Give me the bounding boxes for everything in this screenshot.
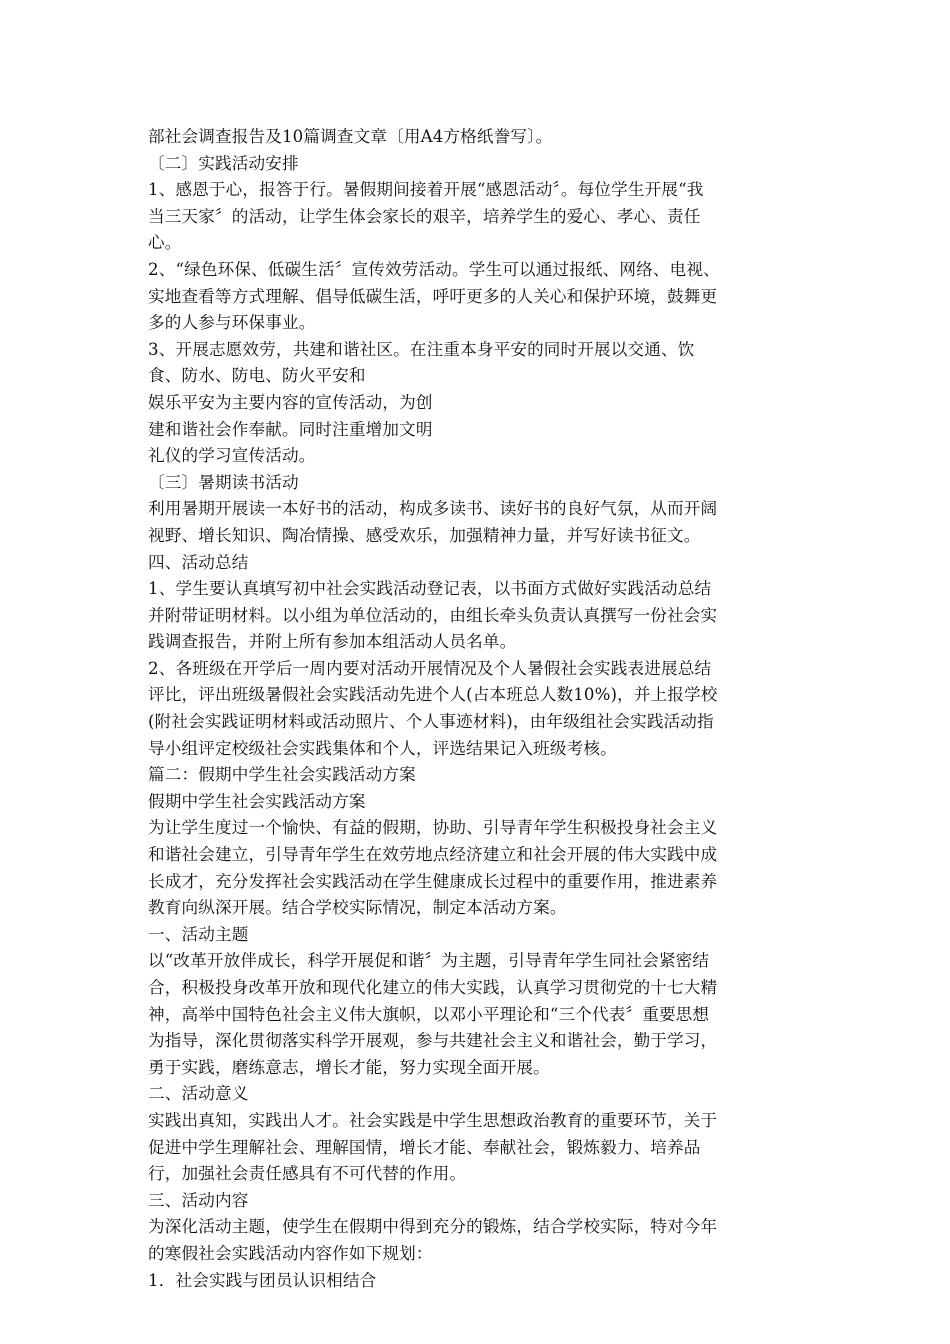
text-line: (附社会实践证明材料或活动照片、个人事迹材料)，由年级组社会实践活动指 <box>148 712 714 732</box>
text-line: 当三天家〞的活动，让学生体会家长的艰辛，培养学生的爱心、孝心、责任 <box>148 206 701 226</box>
text-line: 实地查看等方式理解、倡导低碳生活，呼吁更多的人关心和保护环境，鼓舞更 <box>148 286 718 306</box>
text-line: 合，积极投身改革开放和现代化建立的伟大实践，认真学习贯彻党的十七大精 <box>148 978 718 997</box>
text-line: 食、防水、防电、防火平安和 <box>148 366 366 386</box>
text-line: 〔二〕实践活动安排 <box>148 153 299 173</box>
text-line: 为深化活动主题，使学生在假期中得到充分的锻炼，结合学校实际，特对今年 <box>148 1217 718 1237</box>
text-line: 四、活动总结 <box>148 552 249 572</box>
document-body <box>148 124 808 1294</box>
text-line: 神，高举中国特色社会主义伟大旗帜，以邓小平理论和“三个代表〞重要思想 <box>148 1004 710 1024</box>
text-line: 礼仪的学习宣传活动。 <box>148 446 316 466</box>
text-line: 视野、增长知识、陶冶情操、感受欢乐，加强精神力量，并写好读书征文。 <box>148 525 701 545</box>
text-line: 〔三〕暑期读书活动 <box>148 472 299 492</box>
text-line: 为指导，深化贯彻落实科学开展观，参与共建社会主义和谐社会，勤于学习， <box>148 1031 718 1051</box>
text-line: 二、活动意义 <box>148 1084 249 1104</box>
text-line: 以“改革开放伴成长，科学开展促和谐〞为主题，引导青年学生同社会紧密结 <box>148 951 710 971</box>
text-line: 长成才，充分发挥社会实践活动在学生健康成长过程中的重要作用，推进素养 <box>148 871 718 891</box>
text-line: 的寒假社会实践活动内容作如下规划： <box>148 1243 433 1263</box>
text-line: 和谐社会建立，引导青年学生在效劳地点经济建立和社会开展的伟大实践中成 <box>148 845 718 865</box>
text-line: 假期中学生社会实践活动方案 <box>148 791 366 811</box>
text-line: 2、各班级在开学后一周内要对活动开展情况及个人暑假社会实践表进展总结 <box>148 658 712 678</box>
text-line: 导小组评定校级社会实践集体和个人，评选结果记入班级考核。 <box>148 738 617 758</box>
text-line: 践调查报告，并附上所有参加本组活动人员名单。 <box>148 632 517 652</box>
text-line: 评比，评出班级暑假社会实践活动先进个人(占本班总人数10%)，并上报学校 <box>148 685 718 705</box>
text-line: 促进中学生理解社会、理解国情，增长才能、奉献社会，锻炼毅力、培养品 <box>148 1137 701 1157</box>
text-line: 1．社会实践与团员认识相结合 <box>148 1270 377 1290</box>
text-line: 2、“绿色环保、低碳生活〞宣传效劳活动。学生可以通过报纸、网络、电视、 <box>148 259 720 279</box>
text-line: 部社会调查报告及10篇调查文章〔用A4方格纸誊写〕。 <box>148 127 553 146</box>
text-line: 行，加强社会责任感具有不可代替的作用。 <box>148 1164 467 1184</box>
text-line: 心。 <box>148 233 182 253</box>
text-line: 利用暑期开展读一本好书的活动，构成多读书、读好书的良好气氛，从而开阔 <box>148 499 718 519</box>
text-line: 并附带证明材料。以小组为单位活动的，由组长牵头负责认真撰写一份社会实 <box>148 605 718 625</box>
text-line: 实践出真知，实践出人才。社会实践是中学生思想政治教育的重要环节，关于 <box>148 1110 718 1130</box>
text-line: 1、学生要认真填写初中社会实践活动登记表，以书面方式做好实践活动总结 <box>148 579 712 599</box>
text-line: 娱乐平安为主要内容的宣传活动，为创 <box>148 392 433 412</box>
text-line: 勇于实践，磨练意志，增长才能，努力实现全面开展。 <box>148 1057 550 1077</box>
text-line: 为让学生度过一个愉快、有益的假期，协助、引导青年学生积极投身社会主义 <box>148 818 718 838</box>
text-line: 三、活动内容 <box>148 1190 249 1210</box>
text-line: 1、感恩于心，报答于行。暑假期间接着开展“感恩活动〞。每位学生开展“我 <box>148 180 704 200</box>
text-line: 多的人参与环保事业。 <box>148 313 316 333</box>
text-line: 教育向纵深开展。结合学校实际情况，制定本活动方案。 <box>148 898 567 918</box>
text-line: 3、开展志愿效劳，共建和谐社区。在注重本身平安的同时开展以交通、饮 <box>148 339 695 359</box>
text-line: 篇二：假期中学生社会实践活动方案 <box>148 765 416 785</box>
text-line: 一、活动主题 <box>148 924 249 944</box>
text-line: 建和谐社会作奉献。同时注重增加文明 <box>148 419 433 439</box>
